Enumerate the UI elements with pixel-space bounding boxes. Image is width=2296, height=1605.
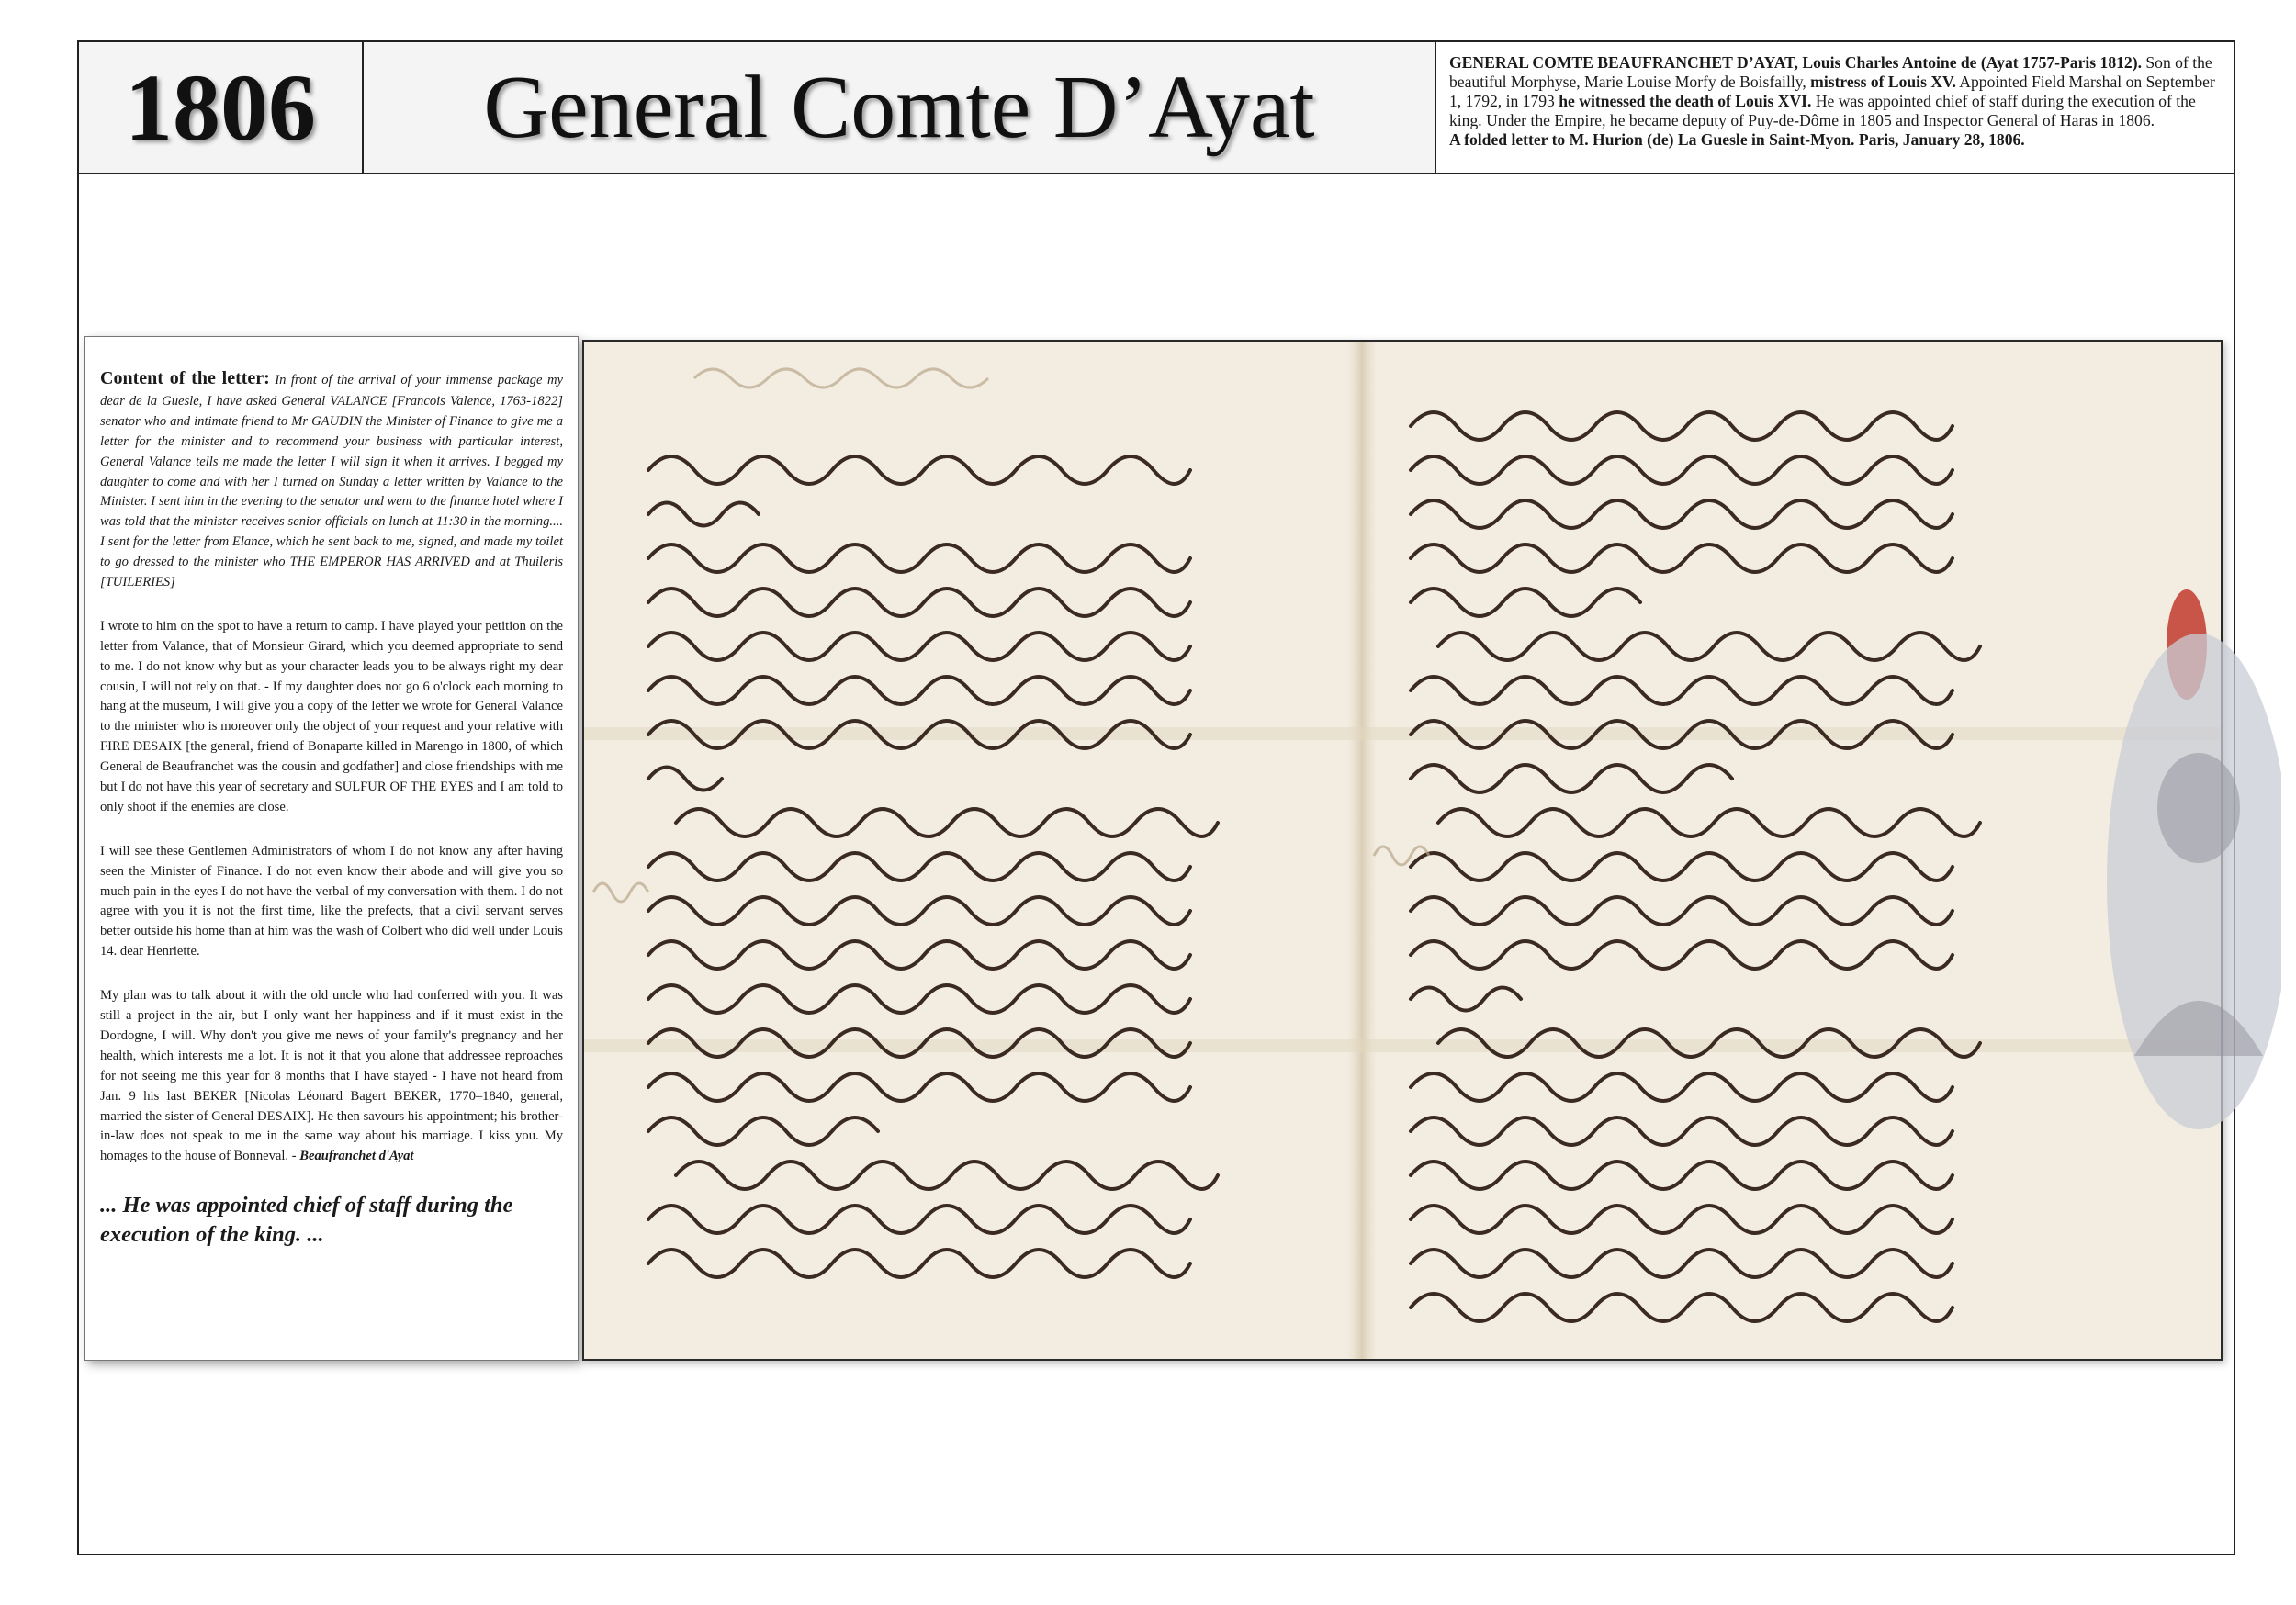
- content-heading: Content of the letter:: [100, 368, 270, 388]
- bio-text-1: Son of the beautiful Morphyse, Marie Louise Morfy de Boisfailly,: [1449, 53, 2212, 92]
- header: [77, 40, 2235, 174]
- letter-content-panel: [84, 336, 579, 1361]
- bio-text-2: Appointed Field Marshal on September 1, 1792, in 1793: [1449, 73, 2215, 111]
- page-title: General Comte D’Ayat: [483, 58, 1315, 157]
- highlight-quote: ... He was appointed chief of staff during the execution of the king. ...: [100, 1193, 513, 1248]
- content-paragraph-3: I will see these Gentlemen Administrators of whom I do not know any after having seen the Minister of Finance. I do not even know their abode and will give you so much pain in the eyes I do not have the verbal of my conversation with them. I do not agree with you it is not the first time, like the prefects, that a civil servant serves better outside his home than at him was the wash of Colbert who did well under Louis 14. dear Henriette.: [100, 843, 563, 960]
- bio-mistress: mistress of Louis XV.: [1810, 73, 1956, 92]
- bio-letter-description: A folded letter to M. Hurion (de) La Guesle in Saint-Myon. Paris, January 28, 1806.: [1449, 130, 2025, 150]
- title-box: [364, 40, 1436, 174]
- year-label: 1806: [125, 54, 316, 161]
- content-paragraph-4: [100, 986, 563, 1167]
- biography-box: [1436, 40, 2235, 174]
- bio-name: GENERAL COMTE BEAUFRANCHET D’AYAT, Louis Charles Antoine de (Ayat 1757-Paris 1812).: [1449, 53, 2142, 72]
- year-box: [77, 40, 364, 174]
- bio-witness: he witnessed the death of Louis XVI.: [1559, 92, 1812, 111]
- signature-text: Beaufranchet d'Ayat: [299, 1149, 414, 1164]
- bio-text-3: He was appointed chief of staff during the execution of the king. Under the Empire, he became deputy of Puy-de-Dôme in 1805 and Inspector General of Haras in 1806.: [1449, 92, 2196, 130]
- center-fold: [1346, 342, 1378, 1361]
- content-text-1: In front of the arrival of your immense package my dear de la Guesle, I have asked General VALANCE [Francois Valence, 1763-1822] senator who and intimate friend to Mr GAUDIN the Minister of Finance to give me a letter for the minister and to recommend your business with particular interest, General Valance tells me made the letter I will sign it when it arrives. I begged my daughter to come and with her I turned on Sunday a letter written by Valance to the Minister. I sent him in the evening to the senator and went to the finance hotel where I was told that the minister receives senior officials on lunch at 11:30 in the morning.... I sent for the letter from Elance, which he sent back to me, signed, and made my toilet to go dressed to the minister who THE EMPEROR HAS ARRIVED and at Thuileris [TUILERIES]: [100, 373, 563, 590]
- content-text-4: My plan was to talk about it with the old uncle who had conferred with you. It was still a project in the air, but I only want her happiness and if it must exist in the Dordogne, I will. Why don't you give me news of your family's pregnancy and her health, which interests me a lot. It is not it that you alone that addressee reproaches for not seeing me this year for 8 months that I have stayed - I have not heard from Jan. 9 his last BEKER [Nicolas Léonard Bagert BEKER, 1770–1840, general, married the sister of General DESAIX]. He then savours his appointment; his brother-in-law does not speak to me in the same way about his marriage. I kiss you. My homages to the house of Bonneval. -: [100, 988, 563, 1164]
- content-paragraph-2: I wrote to him on the spot to have a return to camp. I have played your petition on the letter from Valance, that of Monsieur Girard, which you deemed appropriate to send to me. I do not know why but as your character leads you to be always right my dear cousin, I will not rely on that. - If my daughter does not go 6 o'clock each morning to hang at the museum, I will give you a copy of the letter we wrote for General Valance to the minister who is moreover only the object of your request and your relative with FIRE DESAIX [the general, friend of Bonaparte killed in Marengo in 1800, of which General de Beaufranchet was the cousin and godfather] and close friendships with me but I do not have this year of secretary and SULFUR OF THE EYES and I am told to only shoot if the enemies are close.: [100, 618, 563, 814]
- portrait-medallion-image: [2098, 624, 2281, 1139]
- manuscript-letter-image: [582, 340, 2223, 1361]
- handwriting-illustration: [584, 342, 2223, 1361]
- content-paragraph-1: [100, 365, 563, 593]
